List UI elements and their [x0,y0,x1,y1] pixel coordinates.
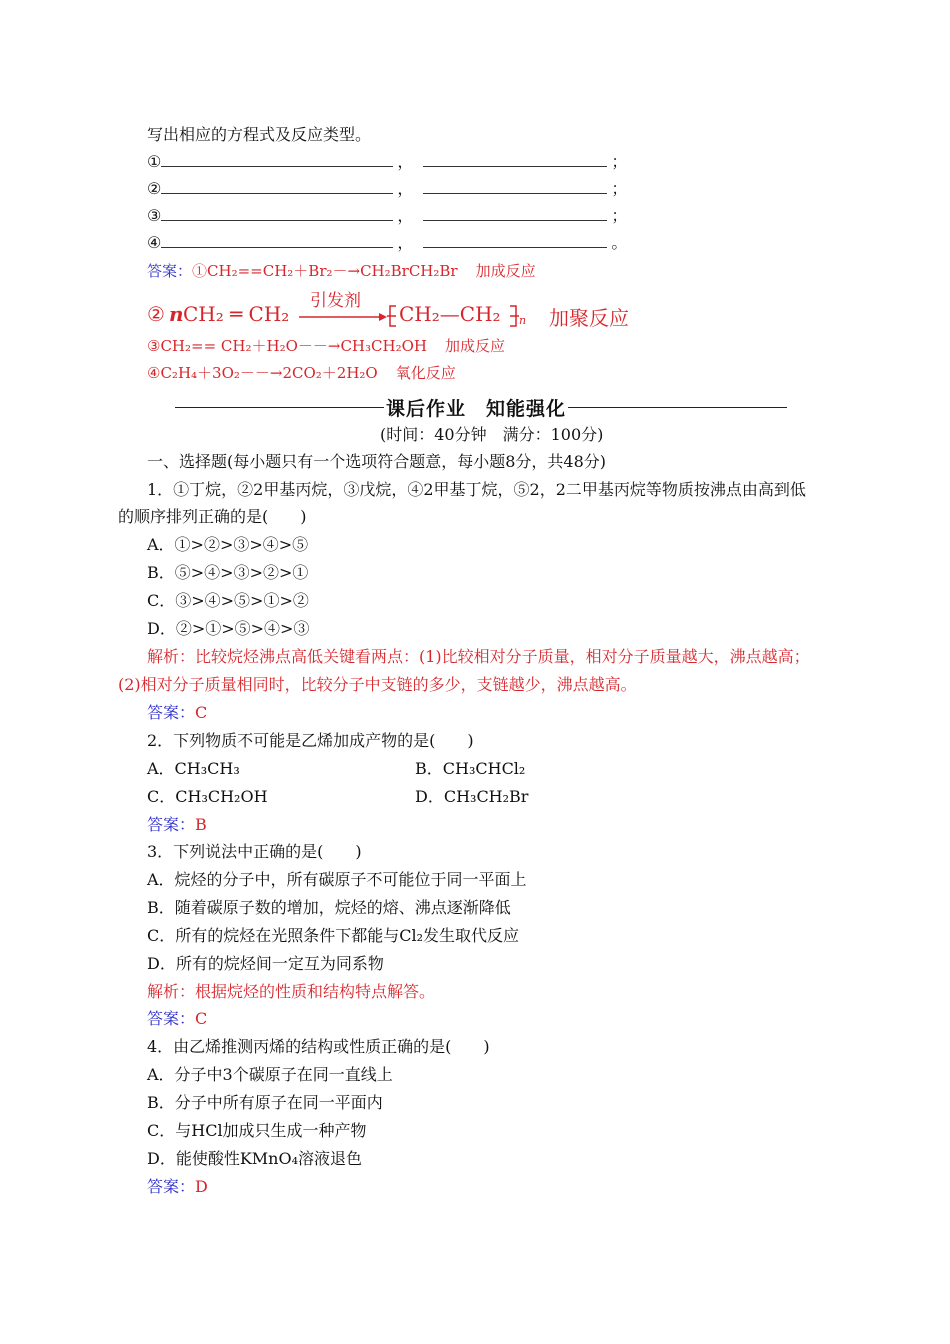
reaction-condition: 引发剂 [310,291,361,311]
q2-stem: 2．下列物质不可能是乙烯加成产物的是( ) [147,731,474,750]
answer-label: 答案： [147,262,193,280]
part-heading: 一、选择题(每小题只有一个选项符合题意，每小题8分，共48分) [147,452,607,471]
q3-answer: 答案：C [147,1009,208,1028]
q3-stem: 3．下列说法中正确的是( ) [147,842,362,861]
q4-option-a: A．分子中3个碳原子在同一直线上 [147,1065,393,1084]
q3-option-d: D．所有的烷烃间一定互为同系物 [147,954,384,973]
q1-stem-cont: 的顺序排列正确的是( ) [118,507,307,526]
fill-line-2: ② ， ； [147,179,628,198]
section-header [0,394,950,422]
q2-option-d: D．CH₃CH₂Br [415,787,529,806]
q2-option-b: B．CH₃CHCl₂ [415,759,526,778]
q1-option-d: D．②>①>⑤>④>③ [147,619,310,638]
q1-option-b: B．⑤>④>③>②>① [147,563,309,582]
section-title: 课后作业 知能强化 [384,394,568,421]
q1-analysis: 解析：比较烷烃沸点高低关键看两点：(1)比较相对分子质量，相对分子质量越大，沸点越高； [147,647,810,666]
fill-line-1: ① ， ； [147,152,628,171]
answer-eq4: ④C₂H₄＋3O₂－－→2CO₂＋2H₂O 氧化反应 [147,364,456,382]
answer-eq3: ③CH₂== CH₂＋H₂O－－→CH₃CH₂OH 加成反应 [147,337,505,355]
q1-stem: 1．①丁烷，②2甲基丙烷，③戊烷，④2甲基丁烷，⑤2，2二甲基丙烷等物质按沸点由高到低 [147,480,806,499]
q2-option-a: A．CH₃CH₃ [147,759,240,778]
q3-option-a: A．烷烃的分子中，所有碳原子不可能位于同一平面上 [147,870,527,889]
q4-stem: 4．由乙烯推测丙烯的结构或性质正确的是( ) [147,1037,490,1056]
q4-option-c: C．与HCl加成只生成一种产物 [147,1121,367,1140]
q1-option-c: C．③>④>⑤>①>② [147,591,309,610]
answer-eq1: 答案：①CH₂==CH₂＋Br₂－→CH₂BrCH₂Br 加成反应 [147,262,536,280]
polymer-bracket-left-icon [387,304,397,328]
q3-option-b: B．随着碳原子数的增加，烷烃的熔、沸点逐渐降低 [147,898,511,917]
section-meta: (时间：40分钟 满分：100分) [380,425,604,444]
fill-line-4: ④ ， 。 [147,233,628,252]
q3-option-c: C．所有的烷烃在光照条件下都能与Cl₂发生取代反应 [147,926,520,945]
q4-option-b: B．分子中所有原子在同一平面内 [147,1093,383,1112]
q2-option-c: C．CH₃CH₂OH [147,787,268,806]
q4-answer: 答案：D [147,1177,208,1196]
reaction-arrow-icon [299,312,387,322]
q4-option-d: D．能使酸性KMnO₄溶液退色 [147,1149,363,1168]
instruction-text: 写出相应的方程式及反应类型。 [147,125,372,144]
fill-line-3: ③ ， ； [147,206,628,225]
q1-option-a: A．①>②>③>④>⑤ [147,535,309,554]
q3-analysis: 解析：根据烷烃的性质和结构特点解答。 [147,982,436,1001]
polymer-bracket-right-icon [509,304,519,328]
q1-answer: 答案：C [147,703,208,722]
q1-analysis-cont: (2)相对分子质量相同时，比较分子中支链的多少，支链越少，沸点越高。 [118,675,637,694]
q2-answer: 答案：B [147,815,207,834]
